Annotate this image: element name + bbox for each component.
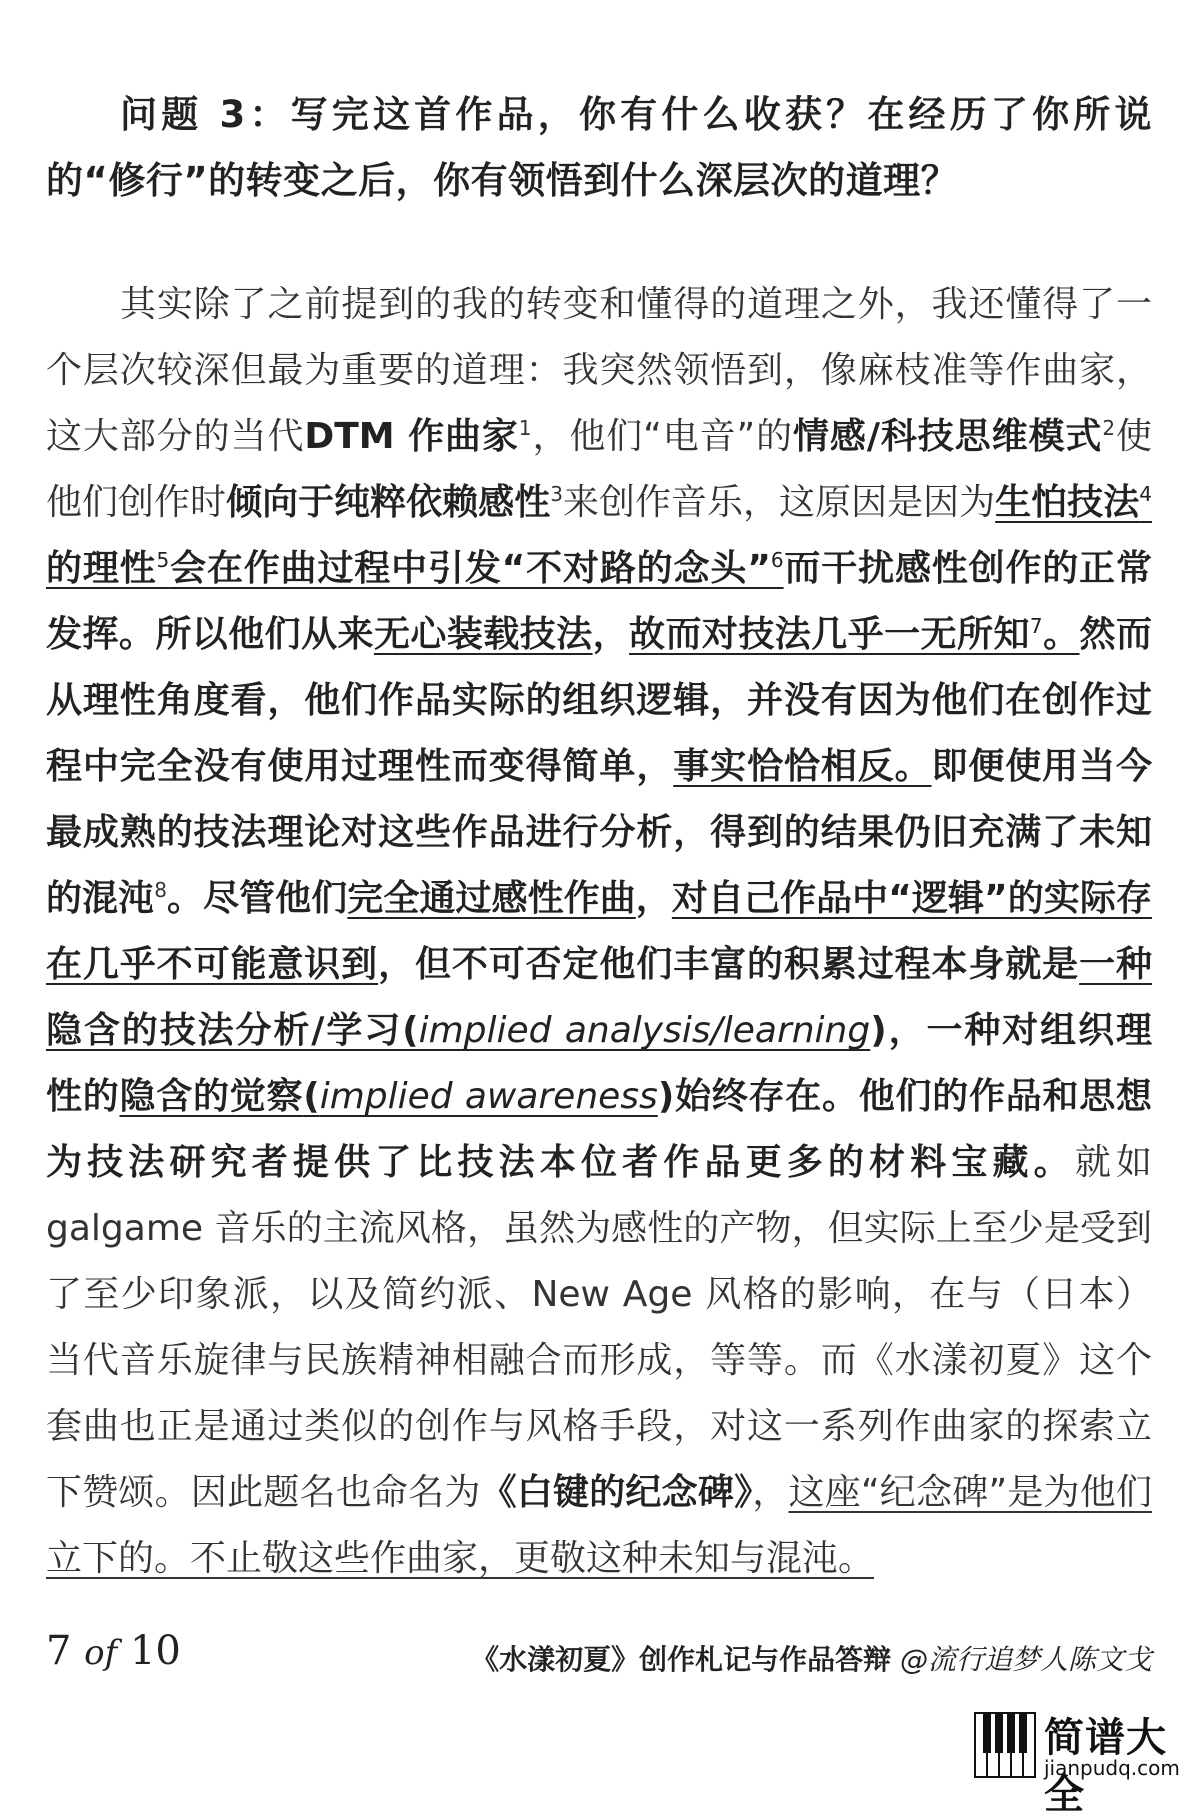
text-run: 一种隐含的技法分析/学习 [46,944,1152,1051]
bold-run: DTM 作曲家 [304,416,519,457]
footnote-marker: 1 [518,416,532,440]
question-heading [46,82,1152,214]
bold-run: ， [635,878,672,919]
footnote-marker: 2 [1102,416,1116,440]
page-total: 10 [129,1628,181,1674]
text-run: ( [402,1010,419,1051]
underlined-run: 这座“纪念碑”是为他们立下的。不止敬这些作曲家，更敬这种未知与混沌。 [46,1472,1152,1579]
text-run: 故而对技法几乎一无所知 [629,614,1030,655]
piano-keys-icon [974,1712,1036,1778]
text-run: ，他们“电音”的 [531,416,793,457]
text-run: 隐含的觉察 [119,1076,304,1117]
footnote-marker: 3 [550,482,563,506]
underlined-bold-run: 事实恰恰相反。 [673,746,932,787]
text-run: 的理性 [46,548,157,589]
author-credit: @流行追梦人陈文戈 [899,1643,1152,1676]
bold-run: 然而从理性角度看，他们作品实际的组织逻辑，并没有因为他们在创作过程中完全没有使用过理性而变得简单， [46,614,1152,787]
text-run: 就如 galgame 音乐的主流风格，虽然为感性的产物，但实际上至少是受到了至少印象派，以及简约派、New Age 风格的影响，在与（日本）当代音乐旋律与民族精神相融合而形成，等等。而《水漾初夏》这个套曲也正是通过类似的创作与风格手段，对这一系列作曲家的探索立下赞颂。因此题名也命名为 [46,1142,1152,1513]
bold-run: 情感/科技思维模式 [793,416,1103,457]
text-run: 生怕技法 [995,482,1140,523]
underlined-bold-run: 无心装载技法 [373,614,593,655]
bold-run: 而干扰感性创作的正常发挥。所以他们从来 [46,548,1152,655]
text-run: 。 [1042,614,1080,655]
text-run: ， [752,1472,789,1513]
footer-title [471,1638,1152,1678]
underlined-bold-run [629,614,1079,655]
bold-run: 始终存在。他们的作品和思想为技法研究者提供了比技法本位者作品更多的材料宝藏。 [46,1076,1152,1183]
page-number [46,1628,181,1674]
watermark-url: jianpudq.com [1044,1756,1180,1780]
page-of: of [84,1633,118,1673]
question-text: 问题 3：写完这首作品，你有什么收获？在经历了你所说的“修行”的转变之后，你有领悟到什么深层次的道理？ [46,93,1152,202]
italic-run: implied awareness [319,1076,658,1117]
bold-run: ， [592,614,630,655]
underlined-bold-run: 对自己作品中“逻辑”的实际存在几乎不可能意识到 [46,878,1152,985]
text-run: 会在作曲过程中引发“不对路的念头” [169,548,771,589]
bold-run: ) [657,1076,675,1117]
underlined-bold-run [120,1076,658,1117]
page-current: 7 [46,1628,72,1674]
text-run: 其实除了之前提到的我的转变和懂得的道理之外，我还懂得了一个层次较深但最为重要的道理：我突然领悟到，像麻枝准等作曲家，这大部分的当代 [46,284,1152,457]
text-run: 使他们创作时 [46,416,1152,523]
bold-run: ，但不可否定他们丰富的积累过程本身就是 [378,944,1080,985]
bold-run: ) [870,1010,887,1051]
bold-run: 。尽管他们 [166,878,348,919]
bold-run: 倾向于纯粹依赖感性 [226,482,551,523]
italic-run: implied analysis/learning [418,1010,871,1051]
page-footer [46,1628,1152,1688]
bold-run: 即便使用当今最成熟的技法理论对这些作品进行分析，得到的结果仍旧充满了未知的混沌 [46,746,1152,919]
document-page [46,0,1152,1784]
text-run: ( [303,1076,320,1117]
doc-title: 《水漾初夏》创作札记与作品答辩 [471,1643,892,1676]
bold-run: ，一种对组织理性的 [46,1010,1152,1117]
footnote-marker: 4 [1139,482,1152,506]
watermark-logo [974,1712,1198,1818]
footnote-marker: 5 [156,548,170,572]
footnote-marker: 8 [154,878,167,902]
text-run: 来创作音乐，这原因是因为 [562,482,996,523]
answer-paragraph [46,272,1152,1592]
bold-run: 《白键的纪念碑》 [480,1472,753,1513]
watermark-name: 简谱大全 [1044,1715,1167,1818]
footnote-marker: 7 [1029,614,1043,638]
underlined-bold-run: 完全通过感性作曲 [347,878,636,919]
footnote-marker: 6 [770,548,784,572]
